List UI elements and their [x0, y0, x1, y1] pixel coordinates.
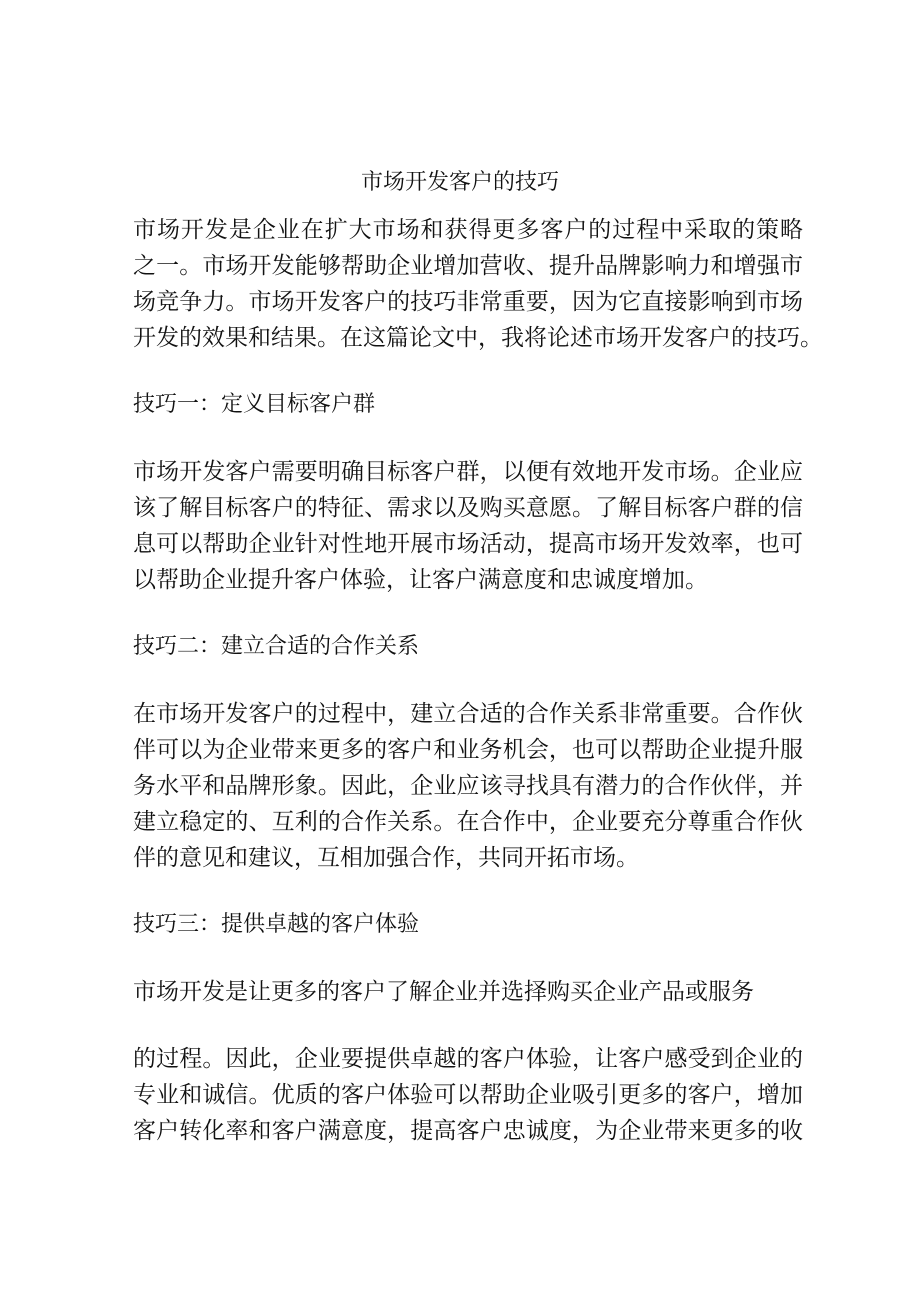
tip3-line-1: 的过程。因此，企业要提供卓越的客户体验，让客户感受到企业的: [133, 1046, 803, 1072]
tip3-line-3: 客户转化率和客户满意度，提高客户忠诚度，为企业带来更多的收: [133, 1118, 803, 1144]
tip2-line-2: 伴可以为企业带来更多的客户和业务机会，也可以帮助企业提升服: [133, 737, 803, 763]
intro-line-2: 之一。市场开发能够帮助企业增加营收、提升品牌影响力和增强市: [133, 253, 803, 279]
intro-line-4: 开发的效果和结果。在这篇论文中，我将论述市场开发客户的技巧。: [133, 325, 823, 351]
tip2-line-4: 建立稳定的、互利的合作关系。在合作中，企业要充分尊重合作伙: [133, 809, 803, 835]
tip3-heading: 技巧三：提供卓越的客户体验: [133, 912, 420, 937]
tip1-line-2: 该了解目标客户的特征、需求以及购买意愿。了解目标客户群的信: [133, 495, 803, 521]
tip2-line-3: 务水平和品牌形象。因此，企业应该寻找具有潜力的合作伙伴，并: [133, 773, 803, 799]
tip1-line-4: 以帮助企业提升客户体验，让客户满意度和忠诚度增加。: [133, 567, 708, 593]
tip3-line-first: 市场开发是让更多的客户了解企业并选择购买企业产品或服务: [133, 979, 754, 1005]
tip1-line-1: 市场开发客户需要明确目标客户群，以便有效地开发市场。企业应: [133, 459, 803, 485]
tip1-line-3: 息可以帮助企业针对性地开展市场活动，提高市场开发效率，也可: [133, 531, 803, 557]
tip2-heading: 技巧二：建立合适的合作关系: [133, 634, 420, 659]
tip2-line-5: 伴的意见和建议，互相加强合作，共同开拓市场。: [133, 845, 639, 871]
tip2-line-1: 在市场开发客户的过程中，建立合适的合作关系非常重要。合作伙: [133, 701, 803, 727]
intro-line-1: 市场开发是企业在扩大市场和获得更多客户的过程中采取的策略: [133, 217, 803, 243]
intro-line-3: 场竞争力。市场开发客户的技巧非常重要，因为它直接影响到市场: [133, 289, 803, 315]
tip1-heading: 技巧一：定义目标客户群: [133, 392, 376, 417]
tip3-line-2: 专业和诚信。优质的客户体验可以帮助企业吸引更多的客户，增加: [133, 1082, 803, 1108]
page-title: 市场开发客户的技巧: [360, 170, 559, 195]
